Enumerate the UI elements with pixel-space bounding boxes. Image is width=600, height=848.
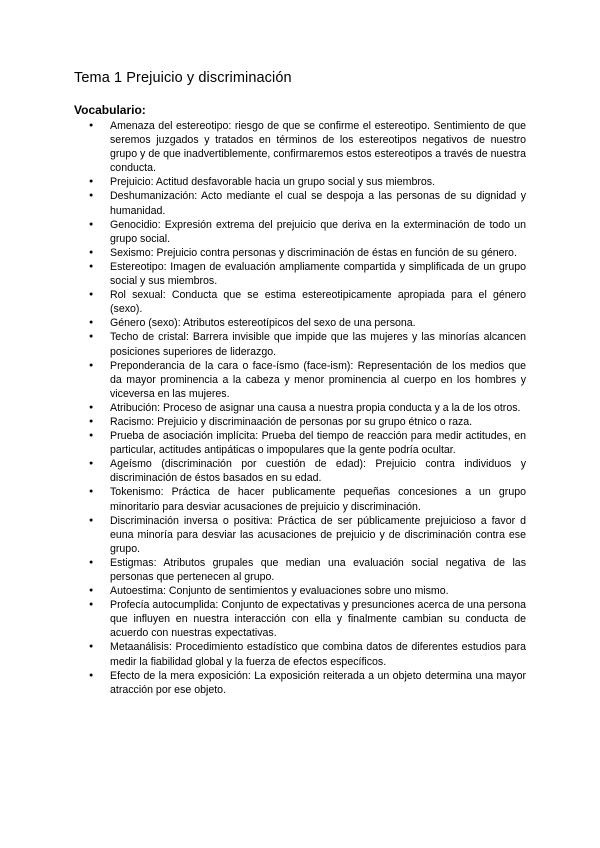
list-item: ● Rol sexual: Conducta que se estima estereotipicamente apropiada para el género (sexo). <box>110 288 526 316</box>
list-item: ● Racismo: Prejuicio y discriminaación de personas por su grupo étnico o raza. <box>110 415 526 429</box>
page-title: Tema 1 Prejuicio y discriminación <box>74 70 292 86</box>
list-item: ● Efecto de la mera exposición: La exposición reiterada a un objeto determina una mayor atracción por ese objeto. <box>110 669 526 697</box>
list-item: ● Autoestima: Conjunto de sentimientos y evaluaciones sobre uno mismo. <box>110 584 526 598</box>
list-item: ● Preponderancia de la cara o face-ísmo (face-ism): Representación de los medios que da mayor prominencia a la cabeza y menor prominencia al cuerpo en los hombres y viceversa en las mujeres. <box>110 359 526 401</box>
list-item: ● Estigmas: Atributos grupales que median una evaluación social negativa de las personas que pertenecen al grupo. <box>110 556 526 584</box>
list-item: ● Estereotipo: Imagen de evaluación ampliamente compartida y simplificada de un grupo social y sus miembros. <box>110 260 526 288</box>
list-item: ● Genocidio: Expresión extrema del prejuicio que deriva en la exterminación de todo un grupo social. <box>110 218 526 246</box>
list-item: ● Profecía autocumplida: Conjunto de expectativas y presunciones acerca de una persona que influyen en nuestra interacción con ella y finalmente cambian su conducta de acuerdo con nuestras expectativas. <box>110 598 526 640</box>
list-item: ● Ageísmo (discriminación por cuestión de edad): Prejuicio contra individuos y discriminación de éstos basados en su edad. <box>110 457 526 485</box>
section-heading: Vocabulario: <box>74 103 146 117</box>
list-item: ● Techo de cristal: Barrera invisible que impide que las mujeres y las minorías alcancen posiciones superiores de liderazgo. <box>110 330 526 358</box>
vocabulary-list <box>110 119 526 697</box>
list-item: ● Género (sexo): Atributos estereotípicos del sexo de una persona. <box>110 316 526 330</box>
list-item: ● Sexismo: Prejuicio contra personas y discriminación de éstas en función de su género. <box>110 246 526 260</box>
list-item: ● Atribución: Proceso de asignar una causa a nuestra propia conducta y a la de los otros. <box>110 401 526 415</box>
list-item: ● Tokenismo: Práctica de hacer publicamente pequeñas concesiones a un grupo minoritario para desviar acusaciones de prejuicio y discriminación. <box>110 485 526 513</box>
list-item: ● Prejuicio: Actitud desfavorable hacia un grupo social y sus miembros. <box>110 175 526 189</box>
list-item: ● Prueba de asociación implícita: Prueba del tiempo de reacción para medir actitudes, en particular, actitudes antipáticas o impopulares que la gente podría ocultar. <box>110 429 526 457</box>
list-item: ● Discriminación inversa o positiva: Práctica de ser públicamente prejuicioso a favor d euna minoría para desviar las acusaciones de prejuicio y de discriminación contra ese grupo. <box>110 514 526 556</box>
list-item: ● Deshumanización: Acto mediante el cual se despoja a las personas de su dignidad y humanidad. <box>110 189 526 217</box>
list-item: ● Amenaza del estereotipo: riesgo de que se confirme el estereotipo. Sentimiento de que seremos juzgados y tratados en términos de los estereotipos negativos de nuestro grupo y de que inadvertiblemente, confirmaremos estos estereotipos a través de nuestra conducta. <box>110 119 526 175</box>
list-item: ● Metaanálisis: Procedimiento estadístico que combina datos de diferentes estudios para medir la fiabilidad global y la fuerza de efectos específicos. <box>110 640 526 668</box>
